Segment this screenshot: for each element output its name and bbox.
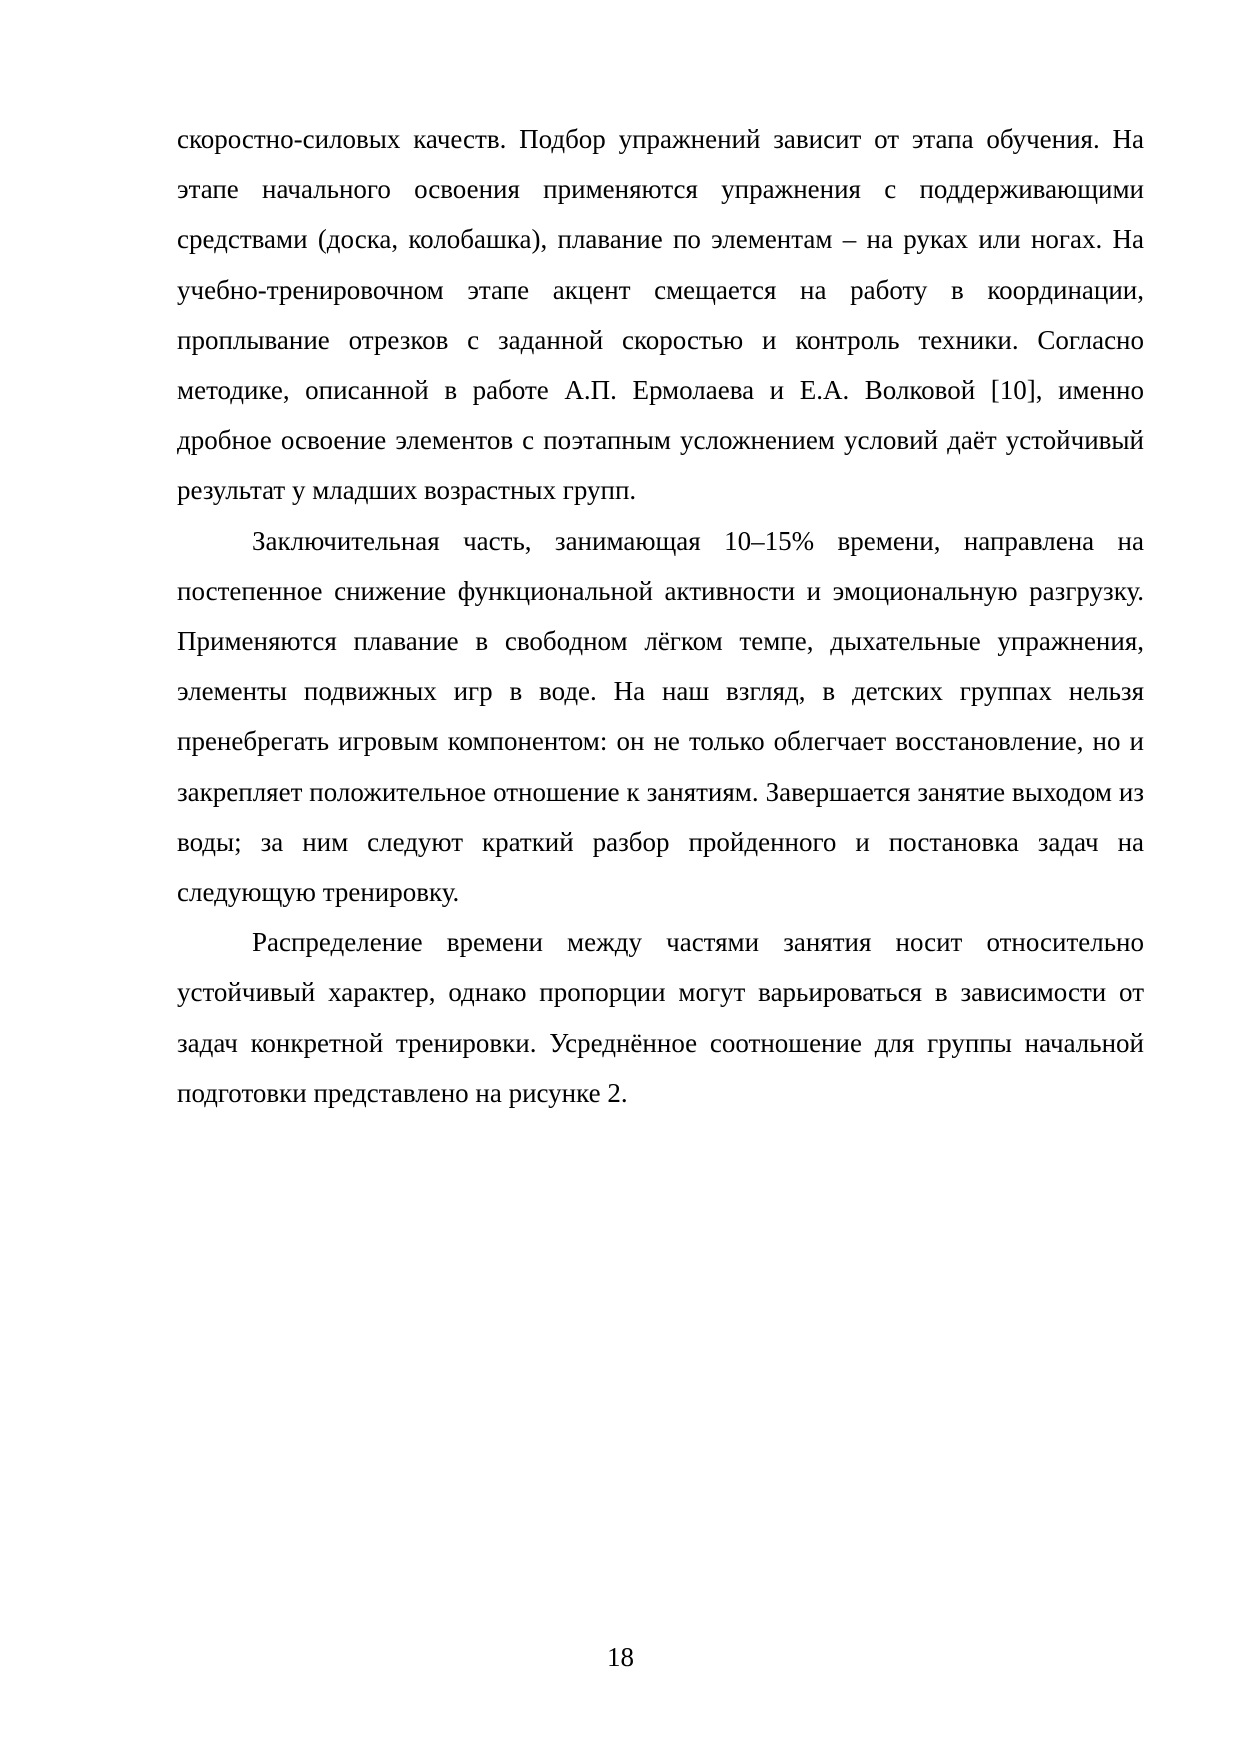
paragraph-continuation: скоростно-силовых качеств. Подбор упражнений зависит от этапа обучения. На этапе начального освоения применяются упражнения с поддерживающими средствами (доска, колобашка), плавание по элементам – на руках или ногах. На учебно-тренировочном этапе акцент смещается на работу в координации, проплывание отрезков с заданной скоростью и контроль техники. Согласно методике, описанной в работе А.П. Ермолаева и Е.А. Волковой [10], именно дробное освоение элементов с поэтапным усложнением условий даёт устойчивый результат у младших возрастных групп.	[177, 124, 1144, 506]
body-text	[177, 114, 1144, 1118]
paragraph-final-part: Заключительная часть, занимающая 10–15% времени, направлена на постепенное снижение функциональной активности и эмоциональную разгрузку. Применяются плавание в свободном лёгком темпе, дыхательные упражнения, элементы подвижных игр в воде. На наш взгляд, в детских группах нельзя пренебрегать игровым компонентом: он не только облегчает восстановление, но и закрепляет положительное отношение к занятиям. Завершается занятие выходом из воды; за ним следуют краткий разбор пройденного и постановка задач на следующую тренировку.	[177, 525, 1144, 908]
page-number: 18	[607, 1642, 634, 1672]
paragraph-time-distribution: Распределение времени между частями занятия носит относительно устойчивый характер, однако пропорции могут варьироваться в зависимости от задач конкретной тренировки. Усреднённое соотношение для группы начальной подготовки представлено на рисунке 2.	[177, 927, 1144, 1108]
